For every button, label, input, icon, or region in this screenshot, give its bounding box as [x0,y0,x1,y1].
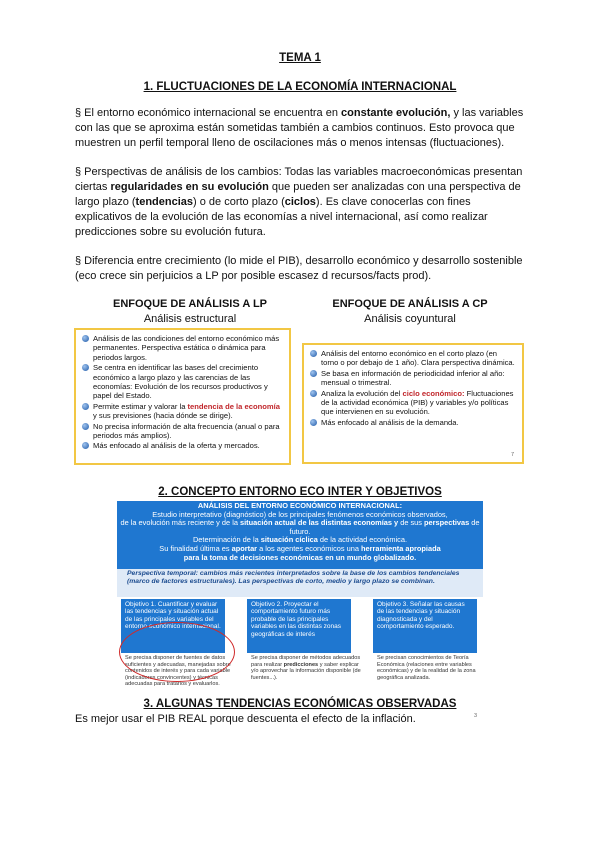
list-item: Se centra en identificar las bases del crecimiento económico a largo plazo y las carencias de las economías: Evolución de los recursos productivos y papel del Estado. [82,363,283,401]
enfoque-cp-title: ENFOQUE DE ANÁLISIS A CP [332,298,488,310]
bullet-icon [82,423,89,430]
objective-2-note: Se precisa disponer de métodos adecuados para realizar predicciones y saber explicar y/o aprovechar la información disponible (de fuentes...). [251,655,361,681]
section-2-heading: 2. CONCEPTO ENTORNO ECO INTER Y OBJETIVOS [158,486,442,498]
enfoque-lp-subtitle: Análisis estructural [143,313,237,325]
bullet-icon [82,335,89,342]
objective-3-box: Objetivo 3. Señalar las causas de las tendencias y situación diagnosticada y del comportamiento esperado. [373,599,477,653]
enfoque-lp-title: ENFOQUE DE ANÁLISIS A LP [112,298,267,310]
list-item: Análisis de las condiciones del entorno económico más permanentes. Perspectiva estática o dinámica para periodos largos. [82,334,283,362]
bullet-icon [82,403,89,410]
list-item: Se basa en información de periodicidad inferior al año: mensual o trimestral. [310,369,516,388]
section-3-heading: 3. ALGUNAS TENDENCIAS ECONÓMICAS OBSERVADAS [143,698,457,710]
document-title: TEMA 1 [279,52,321,64]
analysis-banner: ANÁLISIS DEL ENTORNO ECONÓMICO INTERNACIONAL: Estudio interpretativo (diagnóstico) de los principales fenómenos económicos observados, de la evolución más reciente y de la situación actual de las distintas economías y de sus perspectivas de futuro. Determinación de la situación cíclica de la actividad económica. Su finalidad última es aportar a los agentes económicos una herramienta apropiada para la toma de decisiones económicas en un mundo globalizado. [117,501,483,569]
objective-2-box: Objetivo 2. Proyectar el comportamiento futuro más probable de las principales variables en las distintas zonas geográficas de interés [247,599,351,653]
enfoque-cp-subtitle: Análisis coyuntural [364,313,456,325]
paragraph-1: § El entorno económico internacional se encuentra en constante evolución, y las variables con las que se aproxima están sometidas también a cambios continuos. Esto provoca que muestren un perfil temporal lleno de oscilaciones más o menos intensas (fluctuaciones). [75,107,524,149]
list-item: Análisis del entorno económico en el corto plazo (en torno o por debajo de 1 año). Clara perspectiva dinámica. [310,349,516,368]
paragraph-3: § Diferencia entre crecimiento (lo mide el PIB), desarrollo económico y desarrollo sostenible (eco crece sin perjuicios a LP por posible escasez d recursos/facts prod). [75,255,523,282]
bullet-icon [310,350,317,357]
section-1-heading: 1. FLUCTUACIONES DE LA ECONOMÍA INTERNACIONAL [143,81,457,93]
bullet-icon [310,370,317,377]
bullet-icon [310,390,317,397]
section-2-slide [117,501,483,723]
paragraph-2: § Perspectivas de análisis de los cambios: Todas las variables macroeconómicas presentan ciertas regularidades en su evolución que pueden ser analizadas con una perspectiva de largo plazo (tendencias) o de corto plazo (ciclos). Es clave conocerlas con fines explicativos de la evolución de las economías a nivel internacional, así como realizar predicciones sobre su evolución futura. [75,166,523,238]
section-3-text: Es mejor usar el PIB REAL porque descuenta el efecto de la inflación. [75,713,416,725]
enfoque-cp-box [302,343,524,464]
temporal-perspective: Perspectiva temporal: cambios más recientes interpretados sobre la base de los cambios tendenciales (marco de factores estructurales). Las perspectivas de corto, medio y largo plazo se combinan. [117,569,483,597]
objective-1-note: Se precisa disponer de fuentes de datos suficientes y adecuadas, manejadas sobre contenidos de interés y para cada variable (indicadores convincentes) y técnicas adecuadas para tratarlos y evaluarlos. [125,655,231,687]
list-item: Más enfocado al análisis de la demanda. [310,418,516,427]
red-annotation-circle [119,622,235,682]
slide-page-number: 3 [473,713,477,719]
enfoque-lp-box [74,328,291,465]
bullet-icon [82,364,89,371]
list-item: Más enfocado al análisis de la oferta y mercados. [82,441,283,450]
list-item: Analiza la evolución del ciclo económico: Fluctuaciones de la actividad económica (PIB) y variables y/o políticas que intervienen en su evolución. [310,389,516,417]
list-item: Permite estimar y valorar la tendencia de la economía y sus previsiones (hacia dónde se dirige). [82,402,283,421]
objective-1-box: Objetivo 1. Cuantificar y evaluar las tendencias y situación actual de las principales variables del entorno económico internacional. [121,599,225,653]
bullet-icon [82,442,89,449]
list-item: No precisa información de alta frecuencia (anual o para periodos más amplios). [82,422,283,441]
objective-3-note: Se precisan conocimientos de Teoría Económica (relaciones entre variables económicas) y de la realidad de la zona geográfica analizada. [377,655,476,681]
bullet-icon [310,419,317,426]
slide-page-number: 7 [510,452,514,458]
